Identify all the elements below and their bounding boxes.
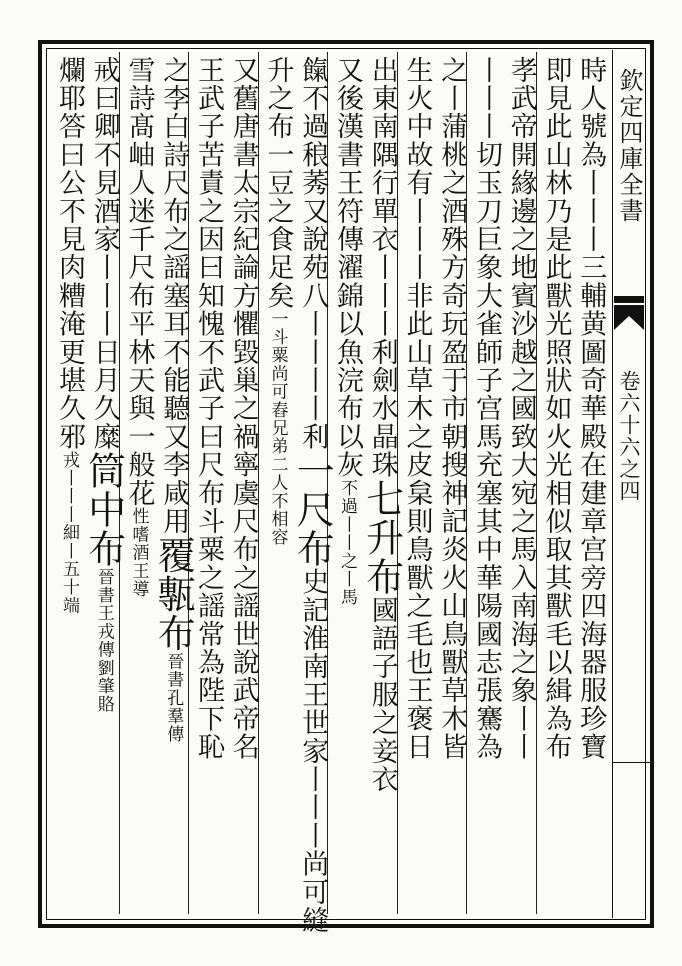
text-column — [189, 56, 227, 912]
body-text: 升之布一豆之食足矣 — [262, 56, 294, 310]
annotation-text: 戎丨丨丨細丨五十端 — [59, 450, 79, 615]
body-text: 爛耶答曰公不見肉糟淹更堪久邪 — [54, 56, 85, 451]
body-text: 生火中故有丨丨丨非此山草木之皮枲則鳥獸之毛也王褒日 — [401, 56, 433, 761]
text-column — [151, 56, 196, 912]
body-text: 出東南隅行單衣丨丨丨利劍水晶珠 — [366, 56, 398, 479]
body-text: 孝武帝開緣邊之地賓沙越之國致大宛之馬入南海之象丨丨 — [505, 56, 537, 761]
body-text: 王武子苦責之因曰知愧不武子曰尺布斗粟之謡常為陛下恥 — [193, 56, 224, 761]
margin-title: 欽定四庫全書 — [615, 68, 643, 224]
annotation-text: 一斗粟尚可舂兄弟二人不相容 — [267, 309, 288, 547]
text-column — [359, 56, 404, 912]
text-column — [432, 56, 470, 912]
body-text: 餼不過稂莠又說苑八丨丨丨丨利 — [297, 56, 329, 451]
annotation-text: 不過丨丨之丨馬 — [337, 479, 357, 607]
annotation-text: 晉書孔羣傳 — [163, 652, 184, 744]
text-column — [290, 56, 335, 935]
text-column — [224, 56, 262, 912]
annotation-text: 性嗜酒王導 — [128, 507, 149, 599]
text-body — [52, 52, 608, 935]
entry-heading: 覆甎布 — [151, 535, 196, 653]
body-text: 之丨蒲桃之酒殊方奇玩盈于市朝搜神記炎火山鳥獸草木皆 — [436, 56, 468, 761]
text-column — [50, 56, 88, 912]
text-column — [467, 56, 505, 912]
body-text: 史記淮南王世家丨丨丨尚可縫 — [297, 567, 329, 935]
margin-tick — [612, 762, 652, 763]
body-text: 戒曰卿不見酒家丨丨丨日月久糜 — [88, 56, 120, 451]
entry-heading: 七升布 — [359, 479, 404, 596]
body-text: 之李白詩尺布之謡塞耳不能聽又李咸用 — [158, 56, 190, 536]
body-text: 即見此山林乃是此獸光照狀如火光相似取其獸毛以緝為布 — [540, 56, 572, 761]
body-text: 丨丨丨切玉刀巨象大雀師子宫馬充塞其中華陽國志張騫為 — [471, 56, 502, 761]
fishtail-mark-icon — [614, 296, 644, 330]
body-text: 雪詩髙岫人迷千尺布平林天與一般花 — [123, 56, 155, 508]
entry-heading: 一尺布 — [290, 450, 335, 568]
body-text: 國語子服之妾衣 — [366, 596, 398, 794]
text-column — [81, 56, 126, 912]
body-text: 時人號為丨丨丨三輔黄圖奇華殿在建章宫旁四海器服珍寶 — [575, 56, 607, 761]
text-column — [259, 56, 297, 912]
body-text: 又後漢書王符傳濯錦以魚浣布以灰 — [332, 56, 363, 479]
body-text: 又舊唐書太宗紀論方懼毀巢之禍寧虞尺布之謡世說武帝名 — [227, 56, 259, 761]
entry-heading: 筒中布 — [81, 450, 126, 568]
margin-volume: 卷六十六之四 — [617, 370, 641, 502]
text-column — [571, 56, 609, 912]
text-column — [502, 56, 540, 912]
text-column — [537, 56, 575, 912]
annotation-text: 晉書王戎傳劉肇賂 — [93, 567, 114, 714]
